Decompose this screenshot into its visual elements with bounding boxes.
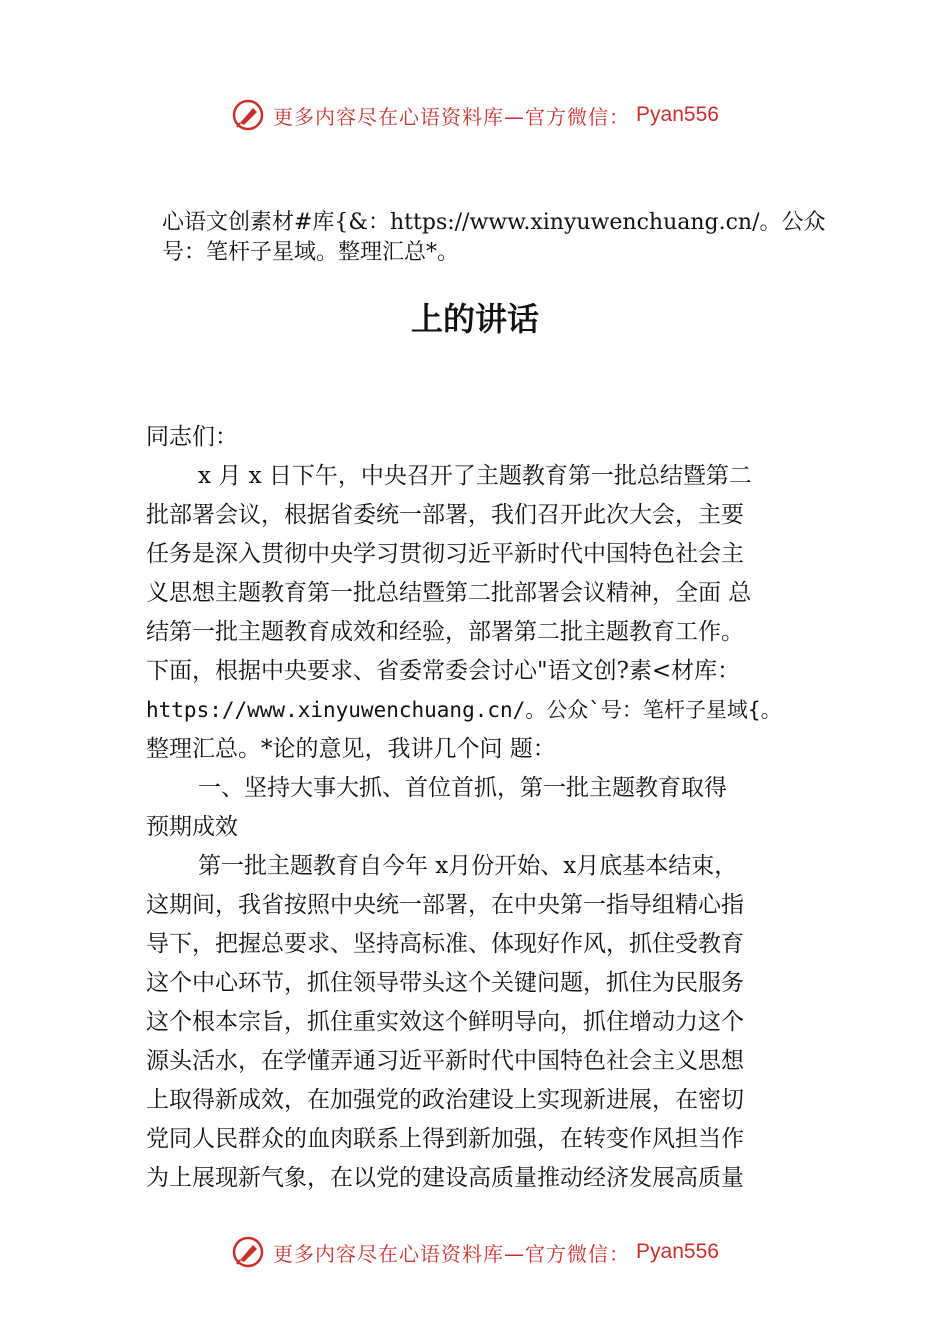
pen-nib-logo-icon	[231, 1235, 265, 1269]
para2-line: 源头活水，在学懂弄通习近平新时代中国特色社会主义思想	[146, 1048, 744, 1074]
para2-line: 这期间，我省按照中央统一部署，在中央第一指导组精心指	[146, 892, 744, 918]
para2-line: 这个根本宗旨，抓住重实效这个鲜明导向，抓住增动力这个	[146, 1009, 744, 1035]
para1-line: 批部署会议，根据省委统一部署，我们召开此次大会，主要	[146, 502, 744, 528]
para2-line: 上取得新成效，在加强党的政治建设上实现新进展，在密切	[146, 1087, 744, 1113]
para1-line: 下面，根据中央要求、省委常委会讨心"语文创?素<材库：	[146, 658, 741, 684]
pen-nib-logo-icon	[231, 98, 265, 132]
para1-line: 整理汇总。*论的意见，我讲几个问 题：	[146, 736, 556, 762]
para1-line: 任务是深入贯彻中央学习贯彻习近平新时代中国特色社会主	[146, 541, 744, 567]
banner-wechat-id: Pyan556	[636, 1240, 719, 1263]
top-watermark-banner	[0, 95, 950, 135]
para1-line: https://www.xinyuwenchuang.cn/。公众`号：笔杆子星域{。	[146, 698, 782, 722]
header-note: 心语文创素材#库{&：https://www.xinyuwenchuang.cn/。公众号：笔杆子星域。整理汇总*。	[162, 210, 826, 265]
para2-line: 这个中心环节，抓住领导带头这个关键问题，抓住为民服务	[146, 970, 744, 996]
page-title: 上的讲话	[410, 300, 539, 338]
section-heading-line: 预期成效	[146, 814, 238, 840]
banner-wechat-id: Pyan556	[636, 103, 719, 126]
para1-line: 义思想主题教育第一批总结暨第二批部署会议精神，全面 总	[146, 580, 752, 606]
para2-line: 为上展现新气象，在以党的建设高质量推动经济发展高质量	[146, 1165, 744, 1191]
para1-line: 结第一批主题教育成效和经验，部署第二批主题教育工作。	[146, 619, 744, 645]
para2-line: 党同人民群众的血肉联系上得到新加强，在转变作风担当作	[146, 1126, 744, 1152]
document-body	[146, 418, 826, 1198]
salutation: 同志们：	[146, 424, 238, 450]
para2-line: 导下，把握总要求、坚持高标准、体现好作风，抓住受教育	[146, 931, 744, 957]
para2-line: 第一批主题教育自今年 x月份开始、x月底基本结束，	[198, 853, 738, 879]
banner-text: 更多内容尽在心语资料库—官方微信：	[273, 1241, 631, 1266]
bottom-watermark-banner	[0, 1232, 950, 1272]
para1-line: x 月 x 日下午，中央召开了主题教育第一批总结暨第二	[198, 463, 752, 489]
banner-text: 更多内容尽在心语资料库—官方微信：	[273, 104, 631, 129]
section-heading-line: 一、坚持大事大抓、首位首抓，第一批主题教育取得	[198, 775, 727, 801]
